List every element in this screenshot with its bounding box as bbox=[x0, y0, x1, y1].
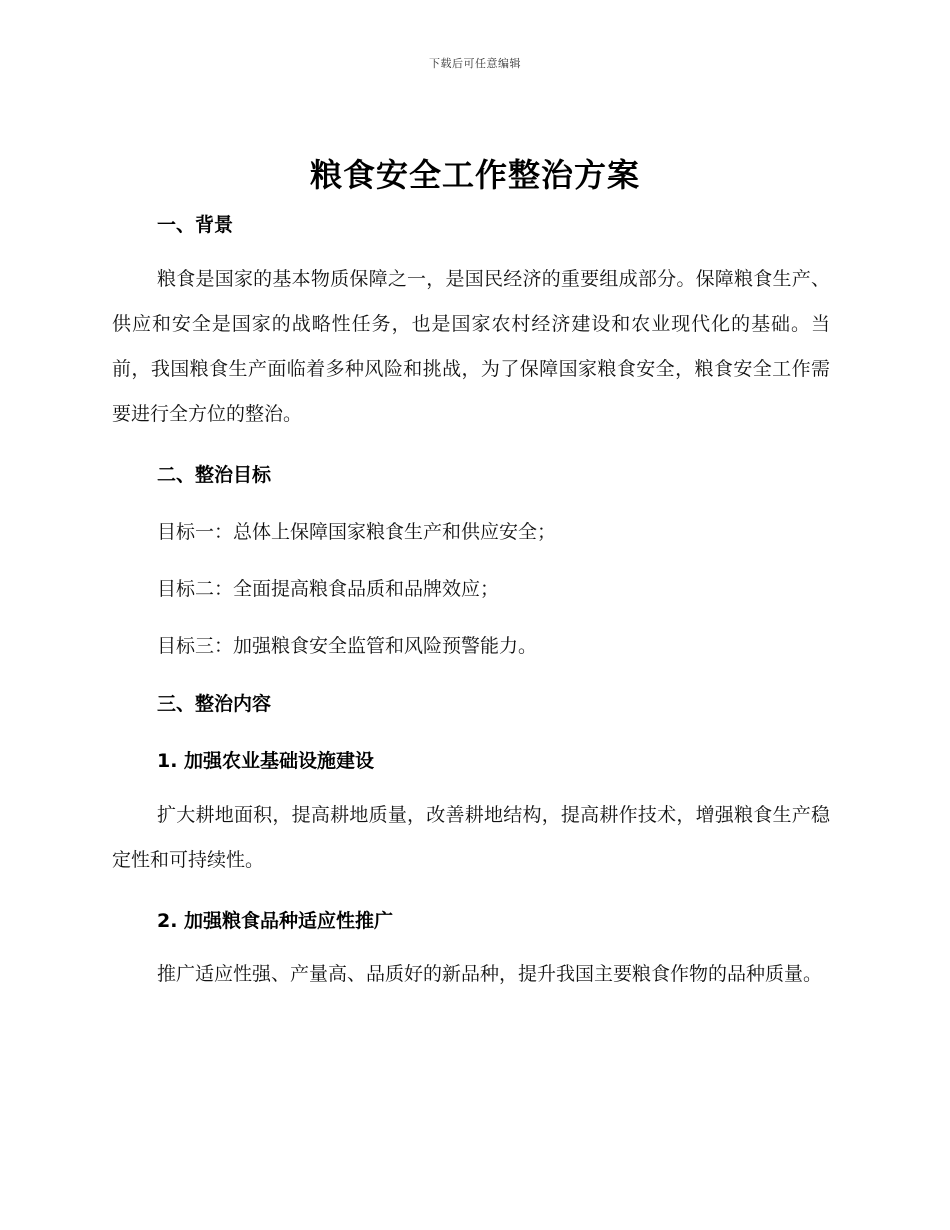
subsection-heading-1: 1. 加强农业基础设施建设 bbox=[157, 750, 375, 772]
background-paragraph: 粮食是国家的基本物质保障之一，是国民经济的重要组成部分。保障粮食生产、供应和安全是国家的战略性任务，也是国家农村经济建设和农业现代化的基础。当前，我国粮食生产面临着多种风险和挑战，为了保障国家粮食安全，粮食安全工作需要进行全方位的整治。 bbox=[112, 268, 830, 425]
section-heading-background: 一、背景 bbox=[157, 214, 234, 236]
document-title: 粮食安全工作整治方案 bbox=[309, 156, 640, 194]
header-note: 下载后可任意编辑 bbox=[429, 57, 521, 70]
subsection-paragraph-1: 扩大耕地面积，提高耕地质量，改善耕地结构，提高耕作技术，增强粮食生产稳定性和可持续性。 bbox=[112, 804, 830, 871]
goal-item-1: 目标一：总体上保障国家粮食生产和供应安全； bbox=[157, 521, 557, 543]
section-heading-goals: 二、整治目标 bbox=[157, 464, 272, 486]
subsection-heading-2: 2. 加强粮食品种适应性推广 bbox=[157, 910, 394, 932]
section-heading-content: 三、整治内容 bbox=[157, 693, 272, 715]
subsection-paragraph-2: 推广适应性强、产量高、品质好的新品种，提升我国主要粮食作物的品种质量。 bbox=[157, 963, 823, 985]
goal-item-2: 目标二：全面提高粮食品质和品牌效应； bbox=[157, 578, 500, 600]
goal-item-3: 目标三：加强粮食安全监管和风险预警能力。 bbox=[157, 635, 538, 657]
